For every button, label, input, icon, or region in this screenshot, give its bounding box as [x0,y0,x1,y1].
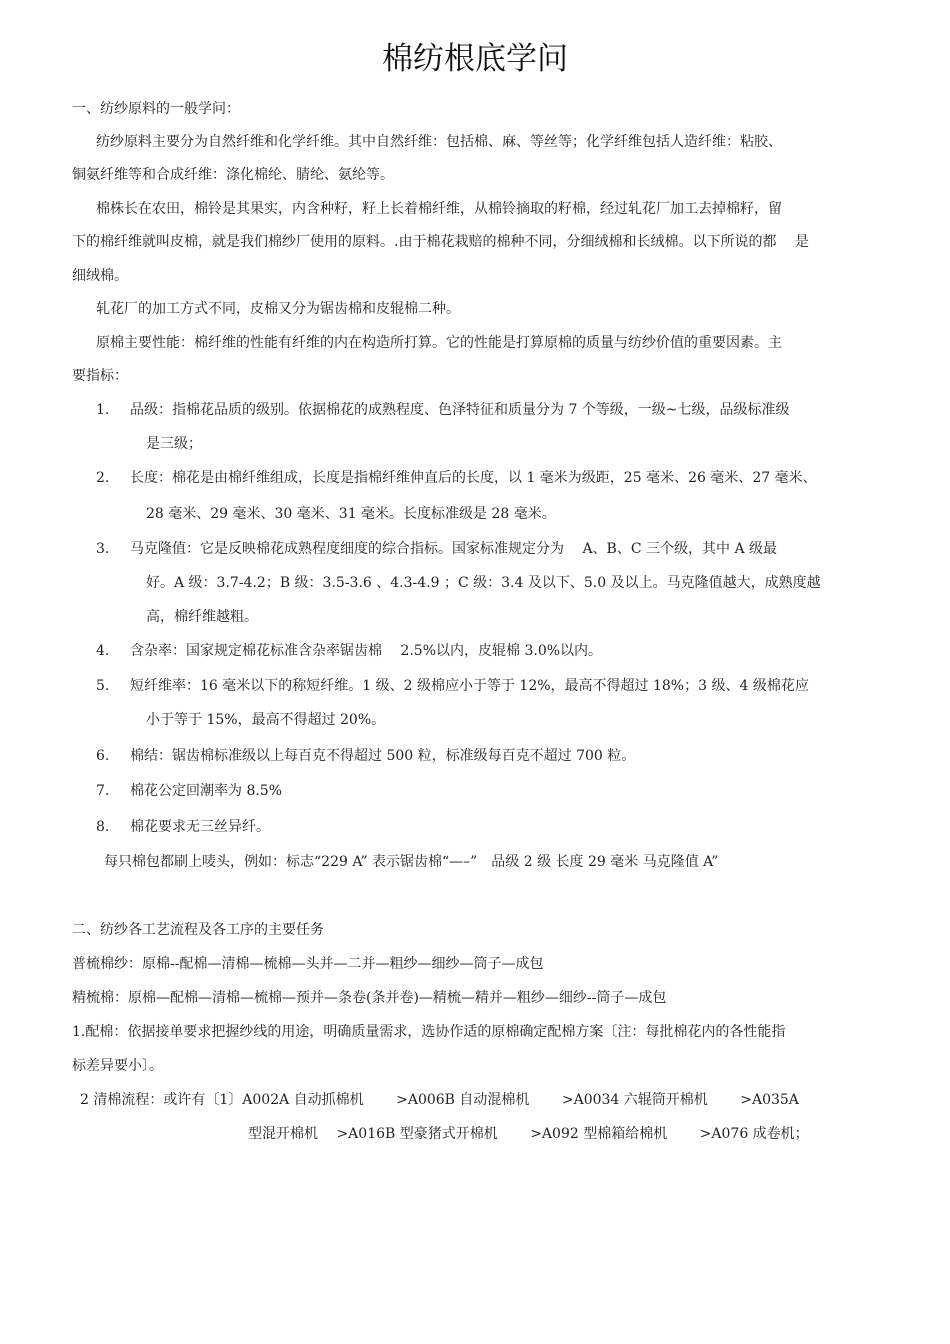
list-item-text: 棉花要求无三丝异纤。 [130,819,270,835]
list-item-text: 棉结：锯齿棉标准级以上每百克不得超过 500 粒，标准级每百克不超过 700 粒。 [130,748,636,764]
list-item-number: 4. [96,643,110,659]
list-item-number: 6. [96,748,110,764]
list-item-number: 7. [96,783,110,799]
page-title: 棉纺根底学问 [382,41,568,77]
paragraph-line: 铜氨纤维等和合成纤维：涤化棉纶、腈纶、氨纶等。 [72,167,394,183]
list-item-number: 8. [96,819,110,835]
list-item-text: 小于等于 15%，最高不得超过 20%。 [146,712,386,728]
paragraph-line: 轧花厂的加工方式不同，皮棉又分为锯齿棉和皮辊棉二种。 [96,301,460,317]
blowroom-flow-line: 型混开棉机 >A016B 型豪猪式开棉机 >A092 型棉箱给棉机 >A076 成卷机； [248,1126,809,1142]
combed-yarn-flow: 精梳棉：原棉—配棉—清棉—梳棉—预并—条卷(条并卷)—精梳—精并—粗纱—细纱--筒子—成包 [72,990,667,1006]
paragraph-line: 细绒棉。 [72,268,128,284]
paragraph-line: 下的棉纤维就叫皮棉，就是我们棉纱厂使用的原料。.由于棉花栽赔的棉种不同，分细绒棉和长绒棉。以下所说的都 是 [72,234,809,250]
bale-mark-note: 每只棉包都刷上唛头，例如：标志“229 A” 表示锯齿棉“—–” 品级 2 级 长度 29 毫米 马克隆值 A” [104,854,719,870]
list-item-number: 1. [96,402,110,418]
list-item-text: 棉花公定回潮率为 8.5% [130,783,283,799]
list-item-text: 是三级； [146,436,202,452]
carded-yarn-flow: 普梳棉纱：原棉--配棉—清棉—梳棉—头并—二并—粗纱—细纱—筒子—成包 [72,956,544,972]
list-item-number: 5. [96,678,110,694]
paragraph-line: 要指标： [72,368,128,384]
paragraph-line: 1.配棉：依据接单要求把握纱线的用途，明确质量需求，选协作适的原棉确定配棉方案〔注：每批棉花内的各性能指 [72,1024,786,1040]
list-item-text: 含杂率：国家规定棉花标准含杂率锯齿棉 2.5%以内，皮辊棉 3.0%以内。 [130,643,603,659]
section1-heading: 一、纺纱原料的一般学问： [72,101,240,117]
list-item-text: 长度：棉花是由棉纤维组成，长度是指棉纤维伸直后的长度，以 1 毫米为级距，25 毫米、26 毫米、27 毫米、 [130,470,817,486]
paragraph-line: 标差异要小〕。 [72,1058,163,1074]
list-item-text: 28 毫米、29 毫米、30 毫米、31 毫米。长度标准级是 28 毫米。 [146,506,556,522]
list-item-text: 短纤维率：16 毫米以下的称短纤维。1 级、2 级棉应小于等于 12%，最高不得超过 18%；3 级、4 级棉花应 [130,678,809,694]
paragraph-line: 纺纱原料主要分为自然纤维和化学纤维。其中自然纤维：包括棉、麻、等丝等；化学纤维包括人造纤维：粘胶、 [96,134,782,150]
list-item-text: 品级：指棉花品质的级别。依据棉花的成熟程度、色泽特征和质量分为 7 个等级，一级~七级，品级标准级 [130,402,790,418]
list-item-text: 高，棉纤维越粗。 [146,609,258,625]
list-item-number: 3. [96,541,110,557]
list-item-text: 马克隆值：它是反映棉花成熟程度细度的综合指标。国家标准规定分为 A、B、C 三个级，其中 A 级最 [130,541,778,557]
section2-heading: 二、纺纱各工艺流程及各工序的主要任务 [72,922,324,938]
paragraph-line: 原棉主要性能：棉纤维的性能有纤维的内在构造所打算。它的性能是打算原棉的质量与纺纱价值的重要因素。主 [96,335,782,351]
list-item-number: 2. [96,470,110,486]
paragraph-line: 棉株长在农田，棉铃是其果实，内含种籽，籽上长着棉纤维，从棉铃摘取的籽棉，经过轧花厂加工去掉棉籽，留 [96,201,782,217]
list-item-text: 好。A 级：3.7-4.2；B 级：3.5-3.6 、4.3-4.9 ；C 级：3.4 及以下、5.0 及以上。马克隆值越大，成熟度越 [146,575,821,591]
blowroom-flow-line: 2 清棉流程：或许有〔1〕A002A 自动抓棉机 >A006B 自动混棉机 >A0034 六辊筒开棉机 >A035A [80,1092,799,1108]
